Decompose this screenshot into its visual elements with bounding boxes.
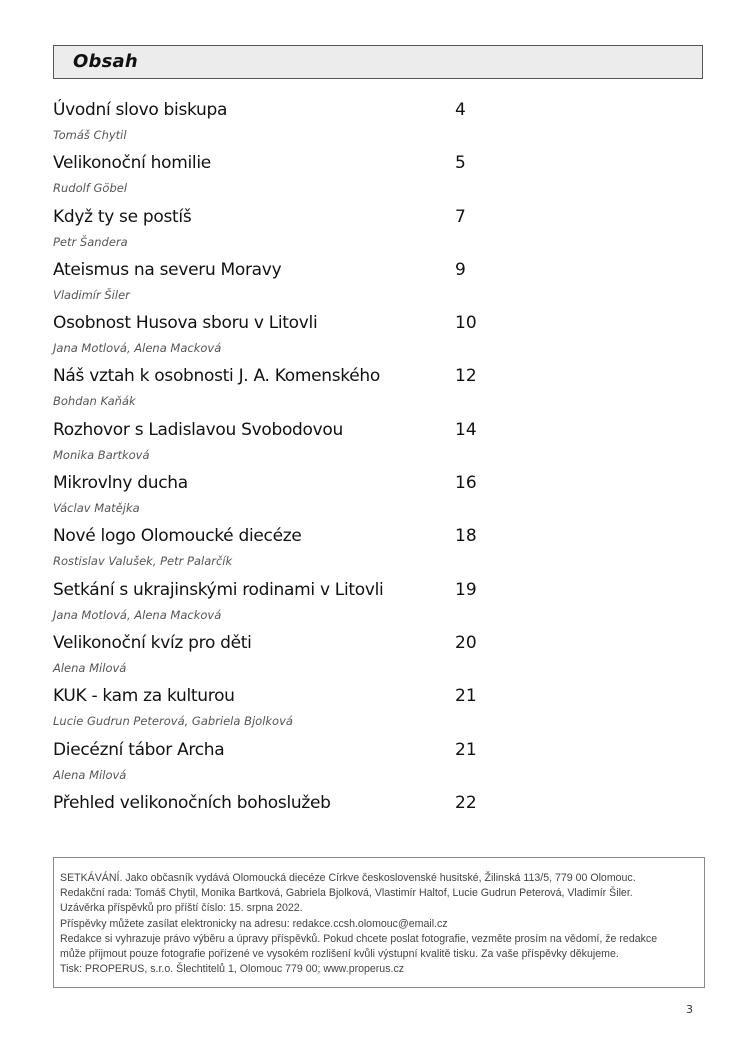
toc-entry-page: 18 xyxy=(455,526,477,547)
imprint-editorial-board-line: Redakční rada: Tomáš Chytil, Monika Bartková, Gabriela Bjolková, Vlastimír Haltof, Lucie Gudrun Peterová, Vladimír Šiler. xyxy=(60,887,633,900)
toc-entry-title[interactable]: Přehled velikonočních bohoslužeb xyxy=(53,792,331,813)
toc-entry[interactable] xyxy=(53,97,503,150)
toc-entry-page: 9 xyxy=(455,259,466,280)
table-of-contents xyxy=(53,97,503,843)
toc-entry-title[interactable]: Úvodní slovo biskupa xyxy=(53,100,228,120)
imprint-email-line[interactable]: Příspěvky můžete zasílat elektronicky na adresu: redakce.ccsh.olomouc@email.cz xyxy=(60,917,448,930)
toc-entry[interactable] xyxy=(53,790,503,843)
toc-entry-title[interactable]: Ateismus na severu Moravy xyxy=(53,259,282,280)
toc-entry-page: 4 xyxy=(455,100,466,120)
toc-entry[interactable] xyxy=(53,683,503,736)
toc-entry-title[interactable]: Nové logo Olomoucké diecéze xyxy=(53,526,302,547)
toc-entry-title[interactable]: Když ty se postíš xyxy=(53,206,192,227)
toc-entry-title[interactable]: Diecézní tábor Archa xyxy=(53,739,225,760)
toc-entry-title[interactable]: KUK - kam za kulturou xyxy=(53,686,235,707)
toc-entry[interactable] xyxy=(53,737,503,790)
toc-entry-author: Tomáš Chytil xyxy=(53,128,127,142)
toc-entry-page: 21 xyxy=(455,686,477,707)
toc-entry-author: Rudolf Göbel xyxy=(53,181,128,196)
toc-entry-author: Bohdan Kaňák xyxy=(53,394,136,409)
toc-entry[interactable] xyxy=(53,204,503,257)
toc-entry-page: 7 xyxy=(455,206,466,227)
toc-entry[interactable] xyxy=(53,470,503,523)
toc-entry-page: 14 xyxy=(455,419,477,440)
toc-entry-author: Vladimír Šiler xyxy=(53,287,130,302)
imprint-print-line[interactable]: Tisk: PROPERUS, s.r.o. Šlechtitelů 1, Olomouc 779 00; www.properus.cz xyxy=(60,963,405,976)
toc-entry-title[interactable]: Náš vztah k osobnosti J. A. Komenského xyxy=(53,366,380,387)
toc-entry-page: 16 xyxy=(455,473,477,494)
toc-entry-page: 12 xyxy=(455,366,477,387)
toc-entry-author: Rostislav Valušek, Petr Palarčík xyxy=(53,554,233,569)
imprint-deadline-line: Uzávěrka příspěvků pro příští číslo: 15. srpna 2022. xyxy=(60,902,303,915)
toc-entry[interactable] xyxy=(53,310,503,363)
toc-entry-author: Petr Šandera xyxy=(53,234,128,249)
imprint-box xyxy=(53,857,705,988)
toc-entry[interactable] xyxy=(53,363,503,416)
toc-entry[interactable] xyxy=(53,577,503,630)
toc-entry-page: 21 xyxy=(455,739,477,760)
imprint-editing-rights-line: Redakce si vyhrazuje právo výběru a úpravy příspěvků. Pokud chcete poslat fotografie, vezměte prosím na vědomí, že redakce xyxy=(60,932,658,945)
toc-entry-author: Lucie Gudrun Peterová, Gabriela Bjolková xyxy=(53,714,293,729)
toc-entry-author: Jana Motlová, Alena Macková xyxy=(53,607,222,622)
toc-entry-page: 22 xyxy=(455,792,477,813)
toc-entry-title[interactable]: Velikonoční homilie xyxy=(53,153,211,174)
toc-entry-author: Václav Matějka xyxy=(53,501,140,516)
toc-entry-page: 10 xyxy=(455,313,477,334)
toc-entry-title[interactable]: Rozhovor s Ladislavou Svobodovou xyxy=(53,419,343,440)
toc-entry-author: Monika Bartková xyxy=(53,447,150,462)
toc-entry[interactable] xyxy=(53,630,503,683)
toc-entry-title[interactable]: Osobnost Husova sboru v Litovli xyxy=(53,313,318,334)
contents-title: Obsah xyxy=(73,51,138,72)
toc-entry-title[interactable]: Mikrovlny ducha xyxy=(53,473,188,494)
page-number: 3 xyxy=(686,1003,693,1016)
toc-entry[interactable] xyxy=(53,417,503,470)
toc-entry-title[interactable]: Velikonoční kvíz pro děti xyxy=(53,632,252,653)
toc-entry[interactable] xyxy=(53,523,503,576)
toc-entry[interactable] xyxy=(53,150,503,203)
toc-entry[interactable] xyxy=(53,257,503,310)
toc-entry-page: 19 xyxy=(455,579,477,600)
toc-entry-author: Alena Milová xyxy=(53,767,127,782)
imprint-publisher-line: SETKÁVÁNÍ. Jako občasník vydává Olomoucká diecéze Církve československé husitské, Žilinská 113/5, 779 00 Olomouc. xyxy=(60,872,636,884)
contents-header xyxy=(53,45,703,79)
toc-entry-title[interactable]: Setkání s ukrajinskými rodinami v Litovli xyxy=(53,579,384,600)
imprint-photo-requirements-line: může přijmout pouze fotografie pořízené ve vysokém rozlišení kvůli výstupní kvalitě tisku. Za vaše příspěvky děkujeme. xyxy=(60,948,619,961)
toc-entry-author: Alena Milová xyxy=(53,660,127,675)
toc-entry-page: 5 xyxy=(455,153,466,174)
toc-entry-page: 20 xyxy=(455,632,477,653)
toc-entry-author: Jana Motlová, Alena Macková xyxy=(53,341,222,356)
